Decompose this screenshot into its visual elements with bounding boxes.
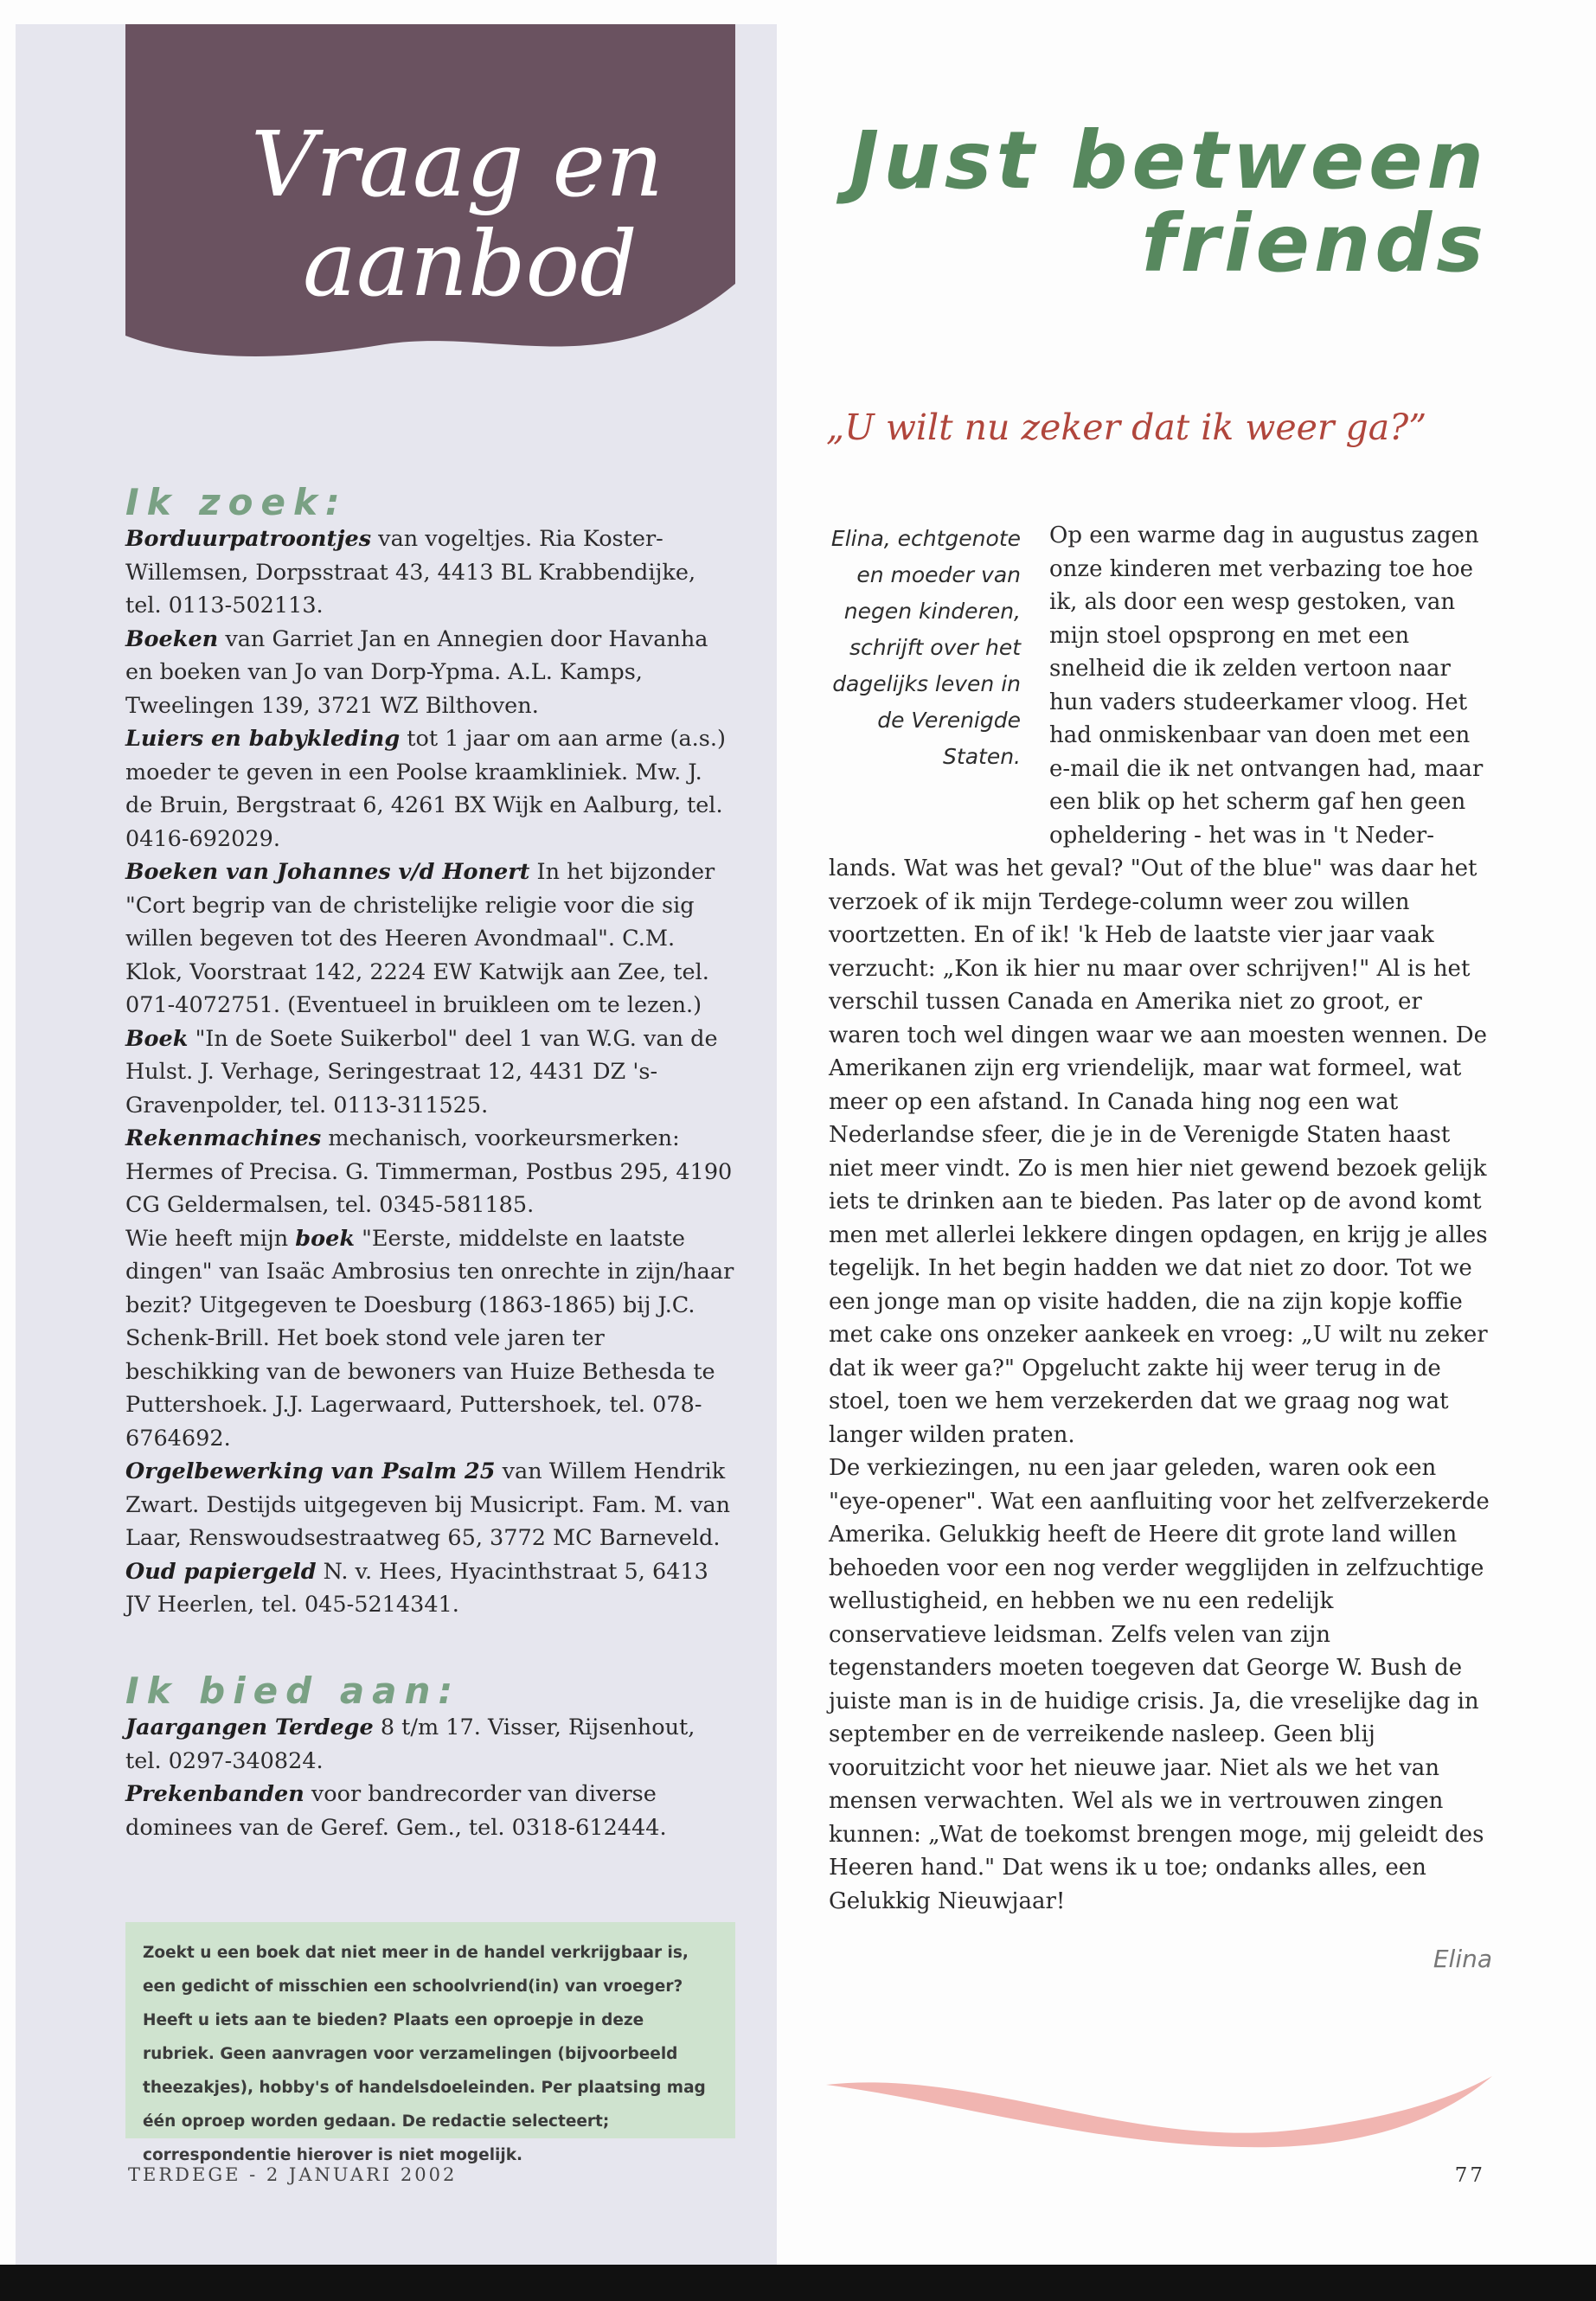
entry-text: 8 t/m 17. Visser, Rijsenhout, tel. 0297-340824. — [125, 1715, 695, 1774]
article-body — [829, 852, 1495, 1918]
classified-entry — [125, 722, 735, 856]
banner-title-line2: aanbod — [303, 211, 638, 317]
classified-entry — [125, 1711, 735, 1778]
rubriek-info-box: Zoekt u een boek dat niet meer in de handel verkrijgbaar is, een gedicht of misschien een schoolvriend(in) van vroeger? Heeft u iets aan te bieden? Plaats een oproepje in deze rubriek. Geen aanvragen voor verzamelingen (bijvoorbeeld theezakjes), hobby's of handelsdoeleinden. Per plaatsing mag één oproep worden gedaan. De redactie selecteert; correspondentie hierover is niet mogelijk. — [125, 1922, 735, 2138]
entry-text: voor bandrecorder van diverse dominees van de Geref. Gem., tel. 0318-612444. — [125, 1781, 667, 1841]
entry-text: mechanisch, voorkeursmerken: Hermes of Precisa. G. Timmerman, Postbus 295, 4190 CG Geldermalsen, tel. 0345-581185. — [125, 1125, 733, 1218]
entry-keyword: Boeken van Johannes v/d Honert — [125, 859, 530, 885]
article-paragraph-1: lands. Wat was het geval? "Out of the blue" was daar het verzoek of ik mijn Terdege-column weer zou willen voortzetten. En of ik! 'k Heb de laatste vier jaar vaak verzucht: „Kon ik hier nu maar over schrijven!" Al is het verschil tussen Canada en Amerika niet zo groot, er waren toch wel dingen waar we aan moesten wennen. De Amerikanen zijn erg vriendelijk, maar wat formeel, wat meer op een afstand. In Canada hing nog een wat Nederlandse sfeer, die je in de Verenigde Staten haast niet meer vindt. Zo is men hier niet gewend bezoek gelijk iets te drinken aan te bieden. Pas later op de avond komt men met allerlei lekkere dingen opdagen, en krijg je alles tegelijk. In het begin hadden we dat niet zo door. Tot we een jonge man op visite hadden, die na zijn kopje koffie met cake ons onzeker aankeek en vroeg: „U wilt nu zeker dat ik weer ga?" Opgelucht zakte hij weer terug in de stoel, toen we hem verzekerden dat we graag nog wat langer wilden praten. — [829, 856, 1488, 1448]
entry-text: van Garriet Jan en Annegien door Havanha en boeken van Jo van Dorp-Ypma. A.L. Kamps, Tweelingen 139, 3721 WZ Bilthoven. — [125, 625, 708, 719]
classified-entry — [125, 1778, 735, 1844]
entry-keyword: Boeken — [125, 625, 219, 652]
entry-prefix: Wie heeft mijn — [125, 1225, 296, 1252]
classified-entry — [125, 1122, 735, 1222]
entry-text: van vogeltjes. Ria Koster-Willemsen, Dorpsstraat 43, 4413 BL Krabbendijke, tel. 0113-502113. — [125, 526, 696, 619]
entry-text: "In de Soete Suikerbol" deel 1 van W.G. van de Hulst. J. Verhage, Seringestraat 12, 4431 DZ 's-Gravenpolder, tel. 0113-311525. — [125, 1025, 718, 1118]
article-paragraph-top: Op een warme dag in augustus zagen onze kinderen met verbazing toe hoe ik, als door een wesp gestoken, van mijn stoel opsprong en met een snelheid die ik zelden vertoon naar hun vaders studeerkamer vloog. Het had onmiskenbaar van doen met een e-mail die ik net ontvangen had, maar een blik op het scherm gaf hen geen opheldering - het was in 't Neder- — [1049, 522, 1484, 849]
column-header — [849, 114, 1488, 290]
entry-keyword: Orgelbewerking van Psalm 25 — [125, 1458, 496, 1484]
page-number: 77 — [1454, 2164, 1485, 2187]
entry-text: "Eerste, middelste en laatste dingen" van Isaäc Ambrosius ten onrechte in zijn/haar bezit? Uitgegeven te Doesburg (1863-1865) bij J.C. Schenk-Brill. Het boek stond vele jaren ter beschikking van de bewoners van Huize Bethesda te Puttershoek. J.J. Lagerwaard, Puttershoek, tel. 078-6764692. — [125, 1225, 734, 1452]
vraag-en-aanbod-banner — [125, 24, 735, 405]
classified-entry — [125, 522, 735, 623]
article-body-top — [1049, 519, 1495, 852]
author-intro: Elina, echtgenote en moeder van negen kinderen, schrijft over het dagelijks leven in de Verenigde Staten. — [830, 526, 1021, 769]
article-paragraph-2: De verkiezingen, nu een jaar geleden, waren ook een "eye-opener". Wat een aanfluiting voor het zelfverzekerde Amerika. Gelukkig heeft de Heere dit grote land willen behoeden voor een nog verder wegglijden in zelfzuchtige wellustigheid, en hebben we nu een redelijk conservatieve leidsman. Zelfs velen van zijn tegenstanders moeten toegeven dat George W. Bush de juiste man is in de huidige crisis. Ja, die vreselijke dag in september en de verreikende nasleep. Geen blij vooruitzicht voor het nieuwe jaar. Niet als we het van mensen verwachten. Wel als we in vertrouwen zingen kunnen: „Wat de toekomst brengen moge, mij geleidt des Heeren hand." Dat wens ik u toe; ondanks alles, een Gelukkig Nieuwjaar! — [829, 1455, 1490, 1914]
entry-text: van Willem Hendrik Zwart. Destijds uitgegeven bij Musicript. Fam. M. van Laar, Renswoudsestraatweg 65, 3772 MC Barneveld. — [125, 1458, 731, 1551]
entry-keyword: Jaargangen Terdege — [125, 1715, 374, 1740]
classified-entry — [125, 623, 735, 723]
entry-text: N. v. Hees, Hyacinthstraat 5, 6413 JV Heerlen, tel. 045-5214341. — [125, 1558, 708, 1618]
author-signature: Elina — [1433, 1945, 1492, 1973]
classified-entry — [125, 1455, 735, 1555]
classified-entry — [125, 1222, 735, 1456]
column-header-line1: Just between — [849, 114, 1488, 207]
entry-keyword: Oud papiergeld — [125, 1558, 317, 1585]
entry-keyword: Luiers en babykleding — [125, 726, 401, 752]
entry-text: tot 1 jaar om aan arme (a.s.) moeder te geven in een Poolse kraamkliniek. Mw. J. de Bruin, Bergstraat 6, 4261 BX Wijk en Aalburg, tel. 0416-692029. — [125, 726, 726, 852]
classified-entry — [125, 1022, 735, 1123]
entry-keyword: boek — [295, 1225, 356, 1252]
entry-keyword: Boek — [125, 1025, 189, 1052]
ik-bied-aan-heading: Ik bied aan: — [125, 1670, 461, 1712]
entry-keyword: Rekenmachines — [125, 1125, 322, 1151]
ik-zoek-list — [125, 522, 735, 1622]
classified-entry — [125, 856, 735, 1022]
magazine-footer: TERDEGE - 2 JANUARI 2002 — [128, 2164, 458, 2185]
entry-keyword: Borduurpatroontjes — [125, 526, 372, 552]
column-header-line2: friends — [1141, 197, 1488, 290]
article-subtitle: „U wilt nu zeker dat ik weer ga?” — [826, 407, 1427, 448]
decorative-swoosh — [826, 2050, 1492, 2154]
entry-keyword: Prekenbanden — [125, 1781, 304, 1807]
ik-bied-aan-list — [125, 1711, 735, 1844]
scan-bottom-edge — [0, 2265, 1596, 2301]
banner-title-line1: Vraag en — [251, 112, 663, 217]
entry-text: In het bijzonder "Cort begrip van de christelijke religie voor die sig willen begeven tot des Heeren Avondmaal". C.M. Klok, Voorstraat 142, 2224 EW Katwijk aan Zee, tel. 071-4072751. (Eventueel in bruikleen om te lezen.) — [125, 859, 715, 1018]
classified-entry — [125, 1555, 735, 1622]
ik-zoek-heading: Ik zoek: — [125, 481, 348, 523]
